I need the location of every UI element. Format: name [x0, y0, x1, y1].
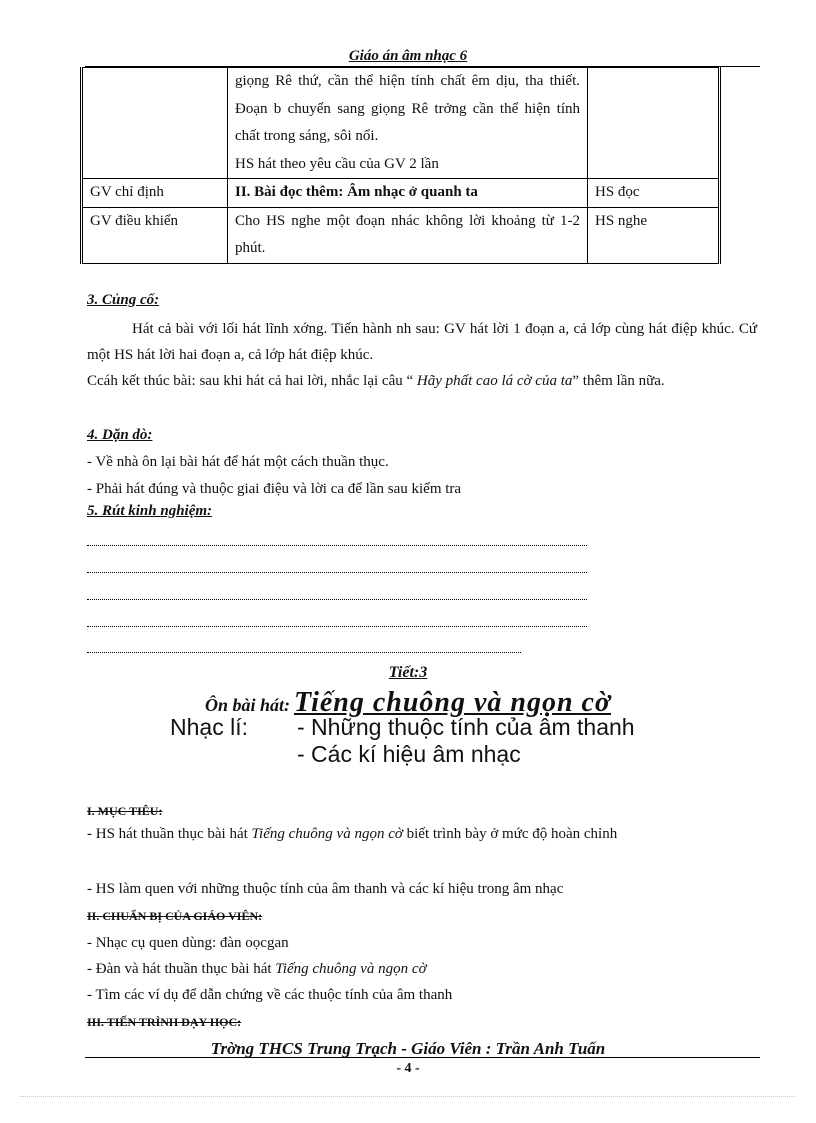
- table-row: [82, 68, 720, 179]
- lesson-number: Tiết:3: [388, 664, 428, 681]
- song-quote: Hãy phất cao lá cờ của ta: [413, 373, 573, 389]
- section-heading: 5. Rút kinh nghiệm:: [87, 503, 213, 519]
- page-edge: [20, 1096, 796, 1097]
- dotted-line: [87, 626, 587, 627]
- on-bai-hat-label: Ôn bài hát:: [204, 695, 290, 715]
- student-cell: HS nghe: [588, 207, 720, 263]
- list-item: - Nhạc cụ quen dùng: đàn oọcgan: [87, 935, 289, 951]
- list-item: [87, 821, 757, 847]
- song-name: Tiếng chuông và ngọn cờ: [251, 826, 403, 842]
- list-item: - HS làm quen với những thuộc tính của âm thanh và các kí hiệu trong âm nhạc: [87, 881, 564, 897]
- lesson-activity-table: [80, 67, 721, 264]
- list-item-text: - Đàn và hát thuần thục bài hát: [87, 961, 276, 977]
- content-text: giọng Rê thứ, cần thể hiện tính chất êm dịu, tha thiết. Đoạn b chuyển sang giọng Rê trởng cần thể hiện tính chất trong sáng, sôi nổi.: [235, 73, 580, 144]
- teacher-cell: GV chỉ định: [82, 179, 228, 208]
- section-heading: II. CHUẨN BỊ CỦA GIÁO VIÊN:: [87, 909, 263, 923]
- list-item: - Về nhà ôn lại bài hát để hát một cách thuần thục.: [87, 454, 389, 470]
- theory-topic: - Các kí hiệu âm nhạc: [297, 741, 521, 767]
- content-text: HS hát theo yêu cầu của GV 2 lần: [235, 155, 439, 172]
- document-header: [0, 48, 816, 65]
- nhac-li-label: Nhạc lí:: [170, 714, 248, 740]
- student-cell: [588, 68, 720, 179]
- header-title: Giáo án âm nhạc 6: [348, 48, 468, 64]
- footer-rule: [85, 1057, 760, 1058]
- table-row: [82, 179, 720, 208]
- teacher-cell: [82, 68, 228, 179]
- paragraph: Hát cả bài với lối hát lĩnh xớng. Tiến hành nh sau: GV hát lời 1 đoạn a, cả lớp cùng hát điệp khúc. Cứ một HS hát lời hai đoạn a, cả lớp hát điệp khúc.: [87, 321, 757, 363]
- dotted-line: [87, 545, 587, 546]
- list-item-text: biết trình bày ở mức độ hoàn chỉnh: [402, 826, 618, 842]
- theory-topic: - Những thuộc tính của âm thanh: [297, 714, 635, 740]
- content-cell: [228, 179, 588, 208]
- section-heading: III. TIẾN TRÌNH DẠY HỌC:: [87, 1015, 242, 1029]
- paragraph-text: Ccáh kết thúc bài: sau khi hát cả hai lời, nhắc lại câu “: [87, 373, 414, 389]
- page-number: - 4 -: [396, 1061, 420, 1076]
- footer-text: Trờng THCS Trung Trạch - Giáo Viên : Trần Anh Tuấn: [210, 1039, 606, 1058]
- list-item: - Phải hát đúng và thuộc giai điệu và lời ca để lần sau kiểm tra: [87, 481, 462, 497]
- student-cell: HS đọc: [588, 179, 720, 208]
- content-cell: [228, 68, 588, 179]
- section-heading: 3. Củng cố:: [87, 292, 160, 308]
- paragraph-text: ” thêm lần nữa.: [572, 373, 665, 389]
- list-item-text: - HS hát thuần thục bài hát: [87, 826, 252, 842]
- dotted-line: [87, 599, 587, 600]
- section-heading: 4. Dặn dò:: [87, 427, 153, 443]
- section-heading: II. Bài đọc thêm: Âm nhạc ở quanh ta: [235, 184, 478, 200]
- teacher-cell: GV điều khiển: [82, 207, 228, 263]
- list-item: - Tìm các ví dụ để dẫn chứng về các thuộc tính của âm thanh: [87, 987, 453, 1003]
- section-heading: I. MỤC TIÊU:: [87, 804, 163, 818]
- list-item: [87, 956, 757, 982]
- content-cell: Cho HS nghe một đoạn nhác không lời khoảng từ 1-2 phút.: [228, 207, 588, 263]
- table-row: [82, 207, 720, 263]
- song-title: Tiếng chuông và ngọn cờ: [294, 687, 612, 718]
- paragraph: [87, 368, 757, 394]
- dotted-line: [87, 572, 587, 573]
- song-name: Tiếng chuông và ngọn cờ: [275, 961, 427, 977]
- dotted-line: [87, 652, 521, 653]
